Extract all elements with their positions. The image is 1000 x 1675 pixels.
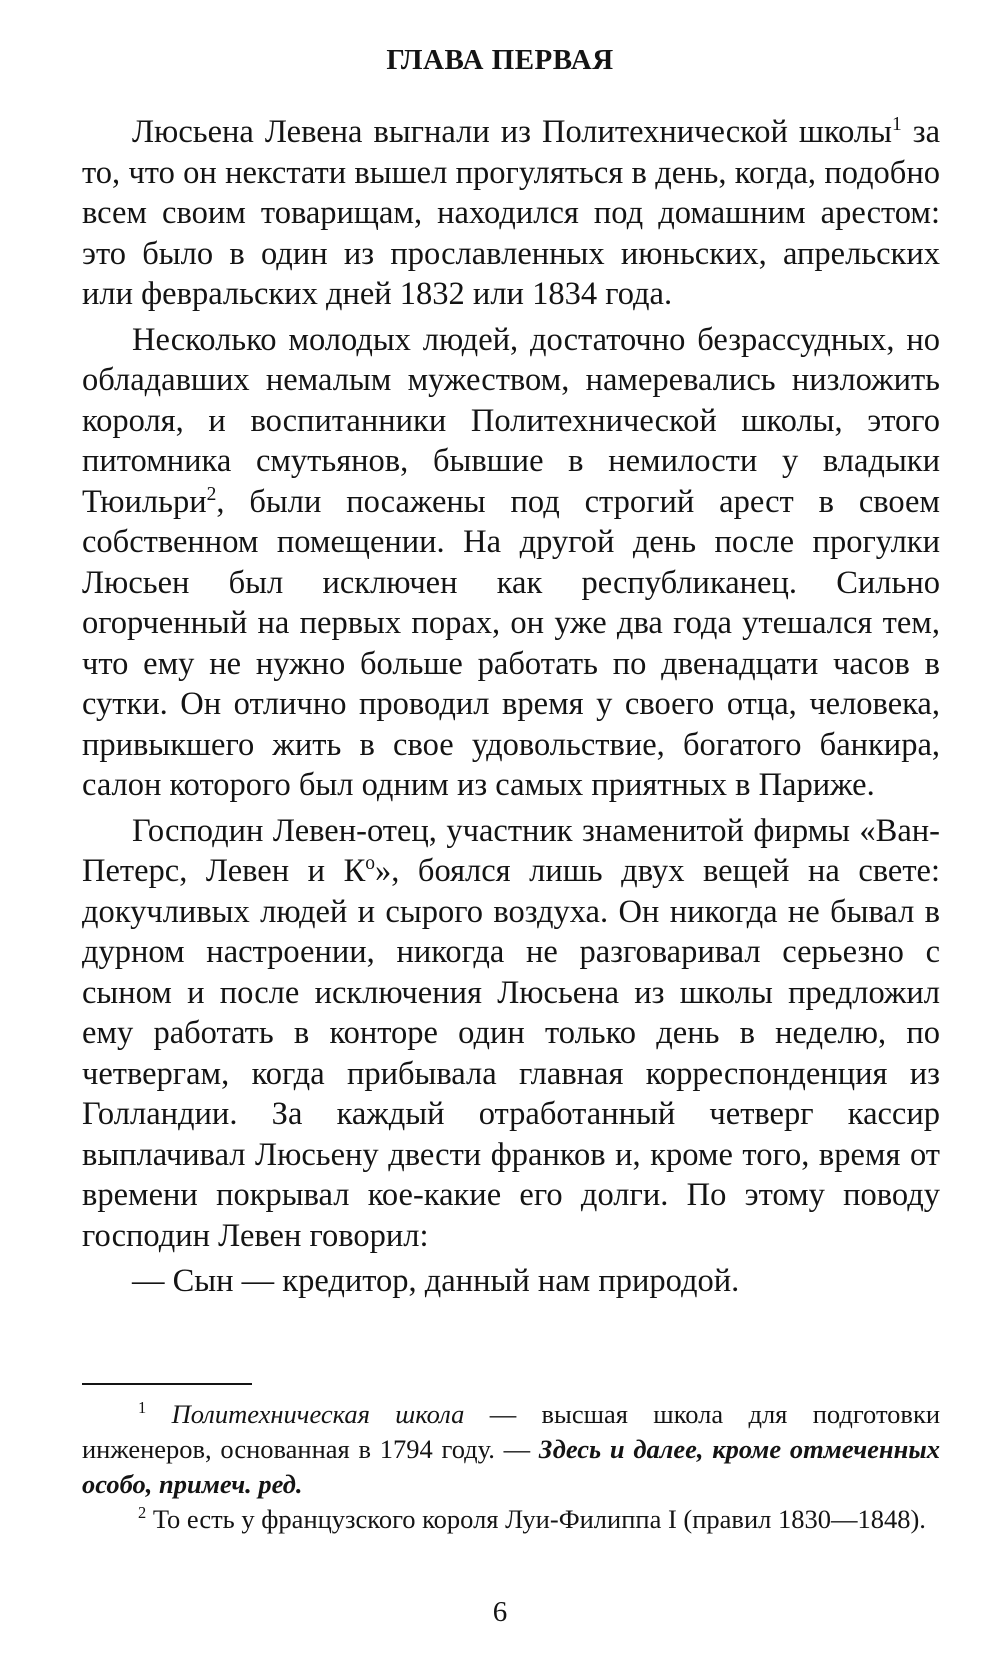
paragraph-1-text-b: за то, что он некстати вышел прогуляться в день, когда, подобно всем своим товарищам, находился под домашним арестом: это было в один из прославленных июньских, апрельских или февральских дней 1832 или 1834 года.	[82, 114, 940, 312]
paragraph-2-text-b: , были посажены под строгий арест в своем собственном помещении. На другой день после прогулки Люсьен был исключен как республиканец. Сильно огорченный на первых порах, он уже два года утешался тем, что ему не нужно больше работать по двенадцати часов в сутки. Он отлично проводил время у своего отца, человека, привыкшего жить в свое удовольствие, богатого банкира, салон которого был одним из самых приятных в Париже.	[82, 483, 940, 803]
footnote-1-term: Политехническая школа	[171, 1399, 465, 1429]
footnotes	[82, 1397, 940, 1537]
main-text	[82, 112, 940, 1307]
footnote-1-number: 1	[138, 1398, 147, 1418]
paragraph-1	[82, 112, 940, 315]
footnote-2	[82, 1502, 940, 1537]
footnote-2-text: То есть у французского короля Луи-Филиппа I (правил 1830—1848).	[146, 1504, 926, 1534]
paragraph-1-text-a: Люсьена Левена выгнали из Политехнической школы	[132, 114, 892, 150]
footnote-1-text: — высшая школа для подготовки инженеров, основанная в 1794 году. —	[82, 1399, 941, 1464]
paragraph-4-dialog: — Сын — кредитор, данный нам природой.	[132, 1263, 740, 1299]
page-number: 6	[492, 1596, 508, 1628]
footnote-ref-2: 2	[206, 483, 217, 505]
footnote-1	[82, 1397, 940, 1502]
footnote-1-editor-note: Здесь и далее, кроме отмеченных особо, примеч. ред.	[82, 1434, 940, 1499]
footnote-divider	[82, 1383, 252, 1385]
paragraph-3-text-a: Господин Левен-отец, участник знаменитой фирмы «Ван-Петерс, Левен и К	[82, 812, 940, 889]
paragraph-3	[82, 811, 940, 1257]
footnote-2-number: 2	[138, 1503, 147, 1523]
company-superscript: о	[365, 853, 375, 875]
paragraph-2	[82, 320, 940, 806]
footnote-ref-1: 1	[891, 114, 902, 136]
chapter-title: ГЛАВА ПЕРВАЯ	[386, 44, 614, 76]
paragraph-2-text-a: Несколько молодых людей, достаточно безрассудных, но обладавших немалым мужеством, намеревались низложить короля, и воспитанники Политехнической школы, этого питомника смутьянов, бывшие в немилости у владыки Тюильри	[82, 321, 940, 520]
paragraph-3-text-b: », боялся лишь двух вещей на свете: докучливых людей и сырого воздуха. Он никогда не бывал в дурном настроении, никогда не разговаривал серьезно с сыном и после исключения Люсьена из школы предложил ему работать в конторе один только день в неделю, по четвергам, когда прибывала главная корреспонденция из Голландии. За каждый отработанный четверг кассир выплачивал Люсьену двести франков и, кроме того, время от времени покрывал кое-какие его долги. По этому поводу господин Левен говорил:	[82, 853, 940, 1254]
